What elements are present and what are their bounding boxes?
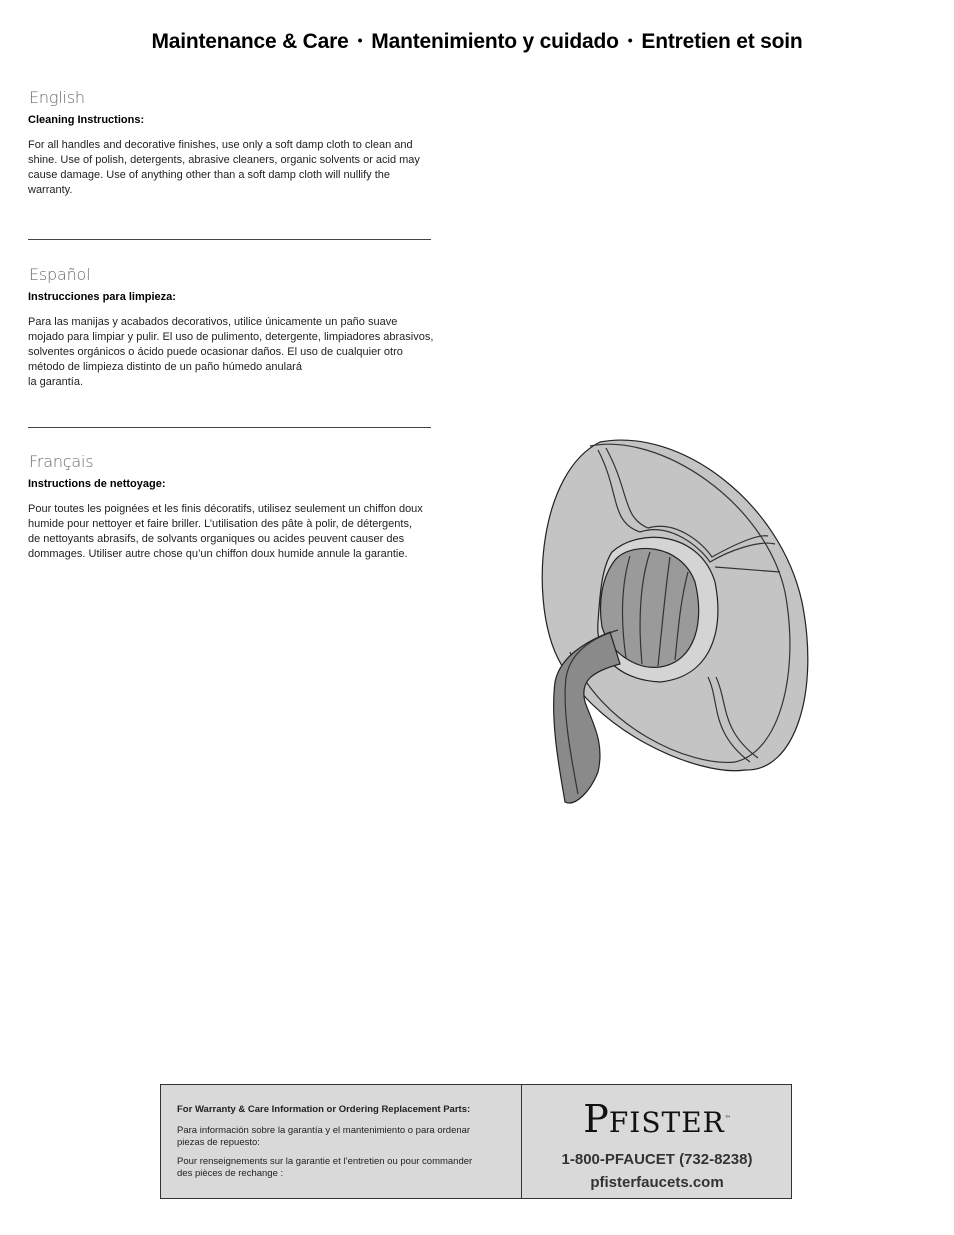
shower-valve-trim-icon: [530, 432, 820, 812]
instrucciones-heading: Instrucciones para limpieza:: [28, 291, 176, 303]
footer-info: [177, 1104, 512, 1187]
english-instructions-text: For all handles and decorative finishes, use only a soft damp cloth to clean and shine. Use of polish, detergents, abrasive cleaners, organic solvents or acid may cause damage. Use of anything other than a soft damp cloth will nullify the warranty.: [28, 139, 420, 196]
title-separator: •: [357, 32, 363, 48]
language-heading-english: English: [29, 88, 85, 107]
french-section: [28, 452, 468, 562]
section-divider: [28, 427, 431, 428]
spanish-instructions-text: Para las manijas y acabados decorativos, utilice únicamente un paño suave mojado para limpiar y pulir. El uso de pulimento, detergente, limpiadores abrasivos, solventes orgánicos o ácido puede ocasionar daños. El uso de cualquier otro método de limpieza distinto de un paño húmedo anulará la garantía.: [28, 316, 434, 388]
title-separator: •: [627, 32, 633, 48]
title-spanish: Mantenimiento y cuidado: [371, 30, 619, 53]
language-heading-french: Français: [29, 452, 94, 471]
section-divider: [28, 239, 431, 240]
pfister-logo: PFISTER™: [583, 1097, 731, 1141]
cleaning-instructions-heading: Cleaning Instructions:: [28, 114, 145, 126]
phone-number: 1-800-PFAUCET (732-8238): [561, 1151, 753, 1168]
language-heading-spanish: Español: [29, 265, 91, 284]
page-title: [0, 30, 954, 54]
footer-box: [160, 1084, 792, 1199]
title-french: Entretien et soin: [641, 30, 803, 53]
website-link[interactable]: pfisterfaucets.com: [590, 1174, 724, 1191]
instructions-nettoyage-heading: Instructions de nettoyage:: [28, 478, 166, 490]
footer-divider: [521, 1085, 522, 1198]
footer-spanish-text: Para información sobre la garantía y el mantenimiento o para ordenar piezas de repuesto:: [177, 1125, 471, 1148]
title-english: Maintenance & Care: [151, 30, 349, 53]
spanish-section: [28, 265, 468, 390]
english-section: [28, 88, 468, 198]
french-instructions-text: Pour toutes les poignées et les finis décoratifs, utilisez seulement un chiffon doux humide pour nettoyer et faire briller. L’utilisation des pâte à polir, de détergents, de nettoyants abrasifs, de solvants organiques ou acides peuvent causer des dommages. Utiliser autre chose qu’un chiffon doux humide annule la garantie.: [28, 503, 423, 560]
footer-contact: [523, 1085, 791, 1197]
footer-heading: For Warranty & Care Information or Ordering Replacement Parts:: [177, 1104, 471, 1115]
footer-french-text: Pour renseignements sur la garantie et l’entretien ou pour commander des pièces de rechange :: [177, 1156, 473, 1179]
